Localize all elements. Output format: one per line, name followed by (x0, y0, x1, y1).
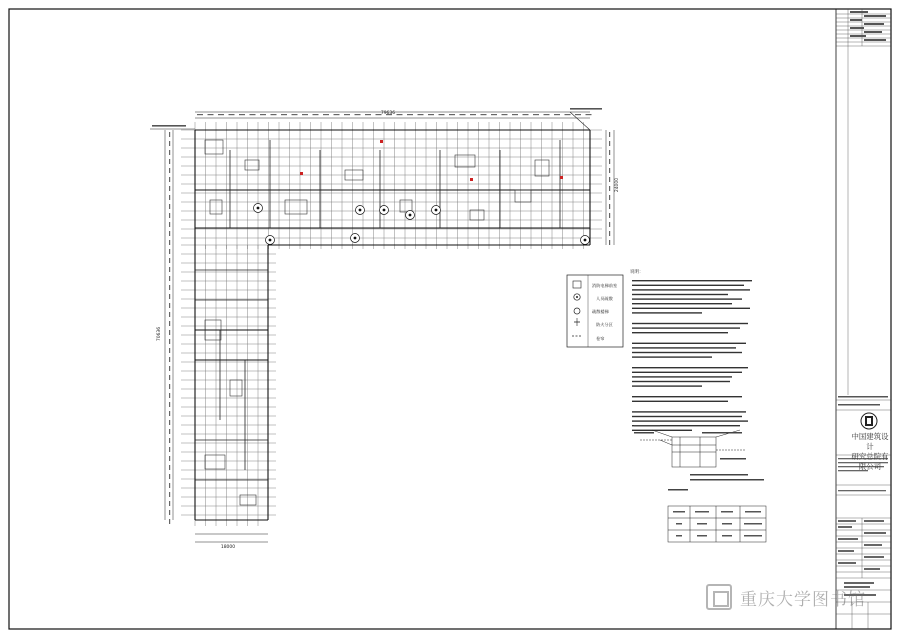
dimension-text-left (169, 321, 170, 326)
dimension-text-top (470, 114, 476, 115)
title-block-top-table (836, 9, 891, 395)
dimension-text-left (169, 492, 170, 497)
dimension-text-top (239, 114, 245, 115)
room-fixture (205, 140, 223, 154)
dimension-text-right (609, 159, 610, 164)
title-block-small-text (838, 11, 888, 406)
dimension-text-left (169, 384, 170, 389)
dimension-text-left (169, 231, 170, 236)
dimension-text-left (169, 267, 170, 272)
dimension-text-top (491, 114, 497, 115)
note-line (632, 372, 742, 373)
dimension-text-left (169, 429, 170, 434)
dimension-text-left (169, 339, 170, 344)
dimension-text-top (208, 114, 214, 115)
dimension-text-top (481, 114, 487, 115)
dimension-text-top (554, 114, 560, 115)
dimension-text-left (169, 285, 170, 290)
red-marker (560, 176, 563, 179)
dimension-text-top (397, 114, 403, 115)
legend-label-3: 疏散楼梯 (592, 309, 609, 314)
dimension-text-left (169, 276, 170, 281)
note-line (632, 401, 728, 402)
dimension-text-left (169, 510, 170, 515)
legend-label-2: 人员疏散 (596, 296, 613, 301)
column-dot (383, 209, 386, 212)
dimension-text-left (169, 420, 170, 425)
notes-heading: 说明： (630, 270, 644, 275)
dimension-text-top (460, 114, 466, 115)
dimension-text-right (609, 177, 610, 182)
dimension-text-right (609, 195, 610, 200)
column-dot (269, 239, 272, 242)
dimension-text-left (169, 474, 170, 479)
room-fixture (535, 160, 549, 176)
column-dot (354, 237, 357, 240)
note-line (632, 352, 742, 353)
red-marker (470, 178, 473, 181)
top-dimension-label: 79636 (380, 111, 396, 116)
dimension-text-left (169, 375, 170, 380)
design-notes (630, 268, 752, 431)
title-block-lower-table (836, 518, 891, 629)
dimension-text-top (313, 114, 319, 115)
detail-annotations (634, 425, 764, 491)
dimension-text-left (169, 204, 170, 209)
dimension-text-left (169, 141, 170, 146)
note-line (632, 289, 750, 290)
watermark-text: 重庆大学图书馆 (740, 589, 866, 610)
dimension-text-top (575, 114, 581, 115)
dimension-text-right (609, 186, 610, 191)
dimension-text-right (609, 150, 610, 155)
column-dot (584, 239, 587, 242)
dimension-text-left (169, 438, 170, 443)
note-line (632, 280, 752, 281)
dimension-text-right (609, 213, 610, 218)
dimension-text-left (169, 411, 170, 416)
detail-section-sketch (640, 430, 745, 467)
dimension-text-left (169, 348, 170, 353)
red-marker (380, 140, 383, 143)
note-line (632, 367, 748, 368)
note-line (632, 356, 712, 357)
note-line (632, 332, 728, 333)
dimension-text-left (169, 447, 170, 452)
note-line (632, 381, 730, 382)
note-line (632, 327, 740, 328)
room-fixture (205, 455, 225, 469)
dimension-text-left (169, 303, 170, 308)
dimension-text-top (355, 114, 361, 115)
dimension-text-left (169, 168, 170, 173)
legend-label-1: 消防电梯前室 (592, 283, 618, 288)
dimension-text-right (609, 240, 610, 245)
left-dimension-label: 70636 (157, 326, 162, 342)
note-line (632, 416, 742, 417)
legend-label-5: 卷帘 (596, 336, 605, 341)
dimension-text-left (169, 366, 170, 371)
dimension-text-left (169, 465, 170, 470)
library-logo-icon (706, 584, 732, 610)
dimension-text-right (609, 231, 610, 236)
column-dot (409, 214, 412, 217)
dimension-text-top (565, 114, 571, 115)
dimension-text-right (609, 132, 610, 137)
dimension-text-left (169, 177, 170, 182)
note-line (632, 347, 736, 348)
dimension-text-left (169, 519, 170, 524)
dimension-text-left (169, 249, 170, 254)
dimension-text-left (169, 159, 170, 164)
note-line (632, 298, 742, 299)
dimension-text-left (169, 258, 170, 263)
dimension-text-left (169, 240, 170, 245)
spec-table-text (673, 511, 762, 537)
dimension-text-left (169, 213, 170, 218)
company-name-line2: 研究总院有限公司 (851, 452, 889, 471)
note-line (632, 376, 732, 377)
dimension-text-left (169, 402, 170, 407)
room-fixture (245, 160, 259, 170)
dimension-text-top (544, 114, 550, 115)
dimension-text-left (169, 312, 170, 317)
dimension-text-left (169, 222, 170, 227)
bottom-dimension-label: 18000 (220, 545, 236, 550)
dimension-text-left (169, 150, 170, 155)
note-line (632, 420, 748, 421)
dimension-text-right (609, 168, 610, 173)
note-line (632, 343, 746, 344)
callout-text (152, 125, 186, 127)
dimension-text-top (365, 114, 371, 115)
note-line (632, 323, 748, 324)
note-line (632, 312, 702, 313)
dimension-text-right (609, 204, 610, 209)
legend-label-4: 防火分区 (596, 322, 613, 327)
room-fixture (470, 210, 484, 220)
dimension-text-top (218, 114, 224, 115)
dimension-text-top (428, 114, 434, 115)
dimension-text-top (281, 114, 287, 115)
watermark (706, 582, 892, 612)
dimension-text-top (271, 114, 277, 115)
dimension-text-top (292, 114, 298, 115)
dimension-text-top (533, 114, 539, 115)
column-dot (359, 209, 362, 212)
company-name (848, 432, 892, 472)
note-line (632, 430, 692, 431)
floor-plan (150, 108, 614, 542)
note-line (632, 411, 746, 412)
dimension-text-left (169, 483, 170, 488)
red-marker (300, 172, 303, 175)
room-fixture (230, 380, 242, 396)
dimension-text-left (169, 456, 170, 461)
right-dimension-label: 24000 (615, 177, 620, 193)
note-line (632, 308, 750, 309)
company-name-line1: 中国建筑设计 (851, 432, 889, 451)
dimension-text-top (229, 114, 235, 115)
dimension-text-left (169, 357, 170, 362)
dimension-text-left (169, 393, 170, 398)
dimension-text-left (169, 186, 170, 191)
dimension-text-right (609, 141, 610, 146)
dimension-text-left (169, 330, 170, 335)
dimension-text-top (197, 114, 203, 115)
dimension-text-top (586, 114, 592, 115)
note-line (632, 285, 744, 286)
dimension-text-top (439, 114, 445, 115)
callout-text (570, 108, 602, 110)
dimension-text-top (523, 114, 529, 115)
room-fixture (515, 190, 531, 202)
note-line (632, 303, 732, 304)
legend-box (567, 275, 623, 347)
note-line (632, 294, 728, 295)
company-logo-icon (861, 413, 877, 429)
dimension-text-top (502, 114, 508, 115)
column-dot (257, 207, 260, 210)
dimension-text-left (169, 132, 170, 137)
dimension-text-top (512, 114, 518, 115)
dimension-text-left (169, 294, 170, 299)
dimension-text-top (302, 114, 308, 115)
dimension-text-left (169, 195, 170, 200)
dimension-text-right (609, 222, 610, 227)
column-dot (435, 209, 438, 212)
dimension-text-top (418, 114, 424, 115)
dimension-text-top (344, 114, 350, 115)
dimension-text-top (260, 114, 266, 115)
dimension-text-top (334, 114, 340, 115)
dimension-text-top (250, 114, 256, 115)
note-line (632, 385, 702, 386)
note-line (632, 396, 742, 397)
room-fixture (240, 495, 256, 505)
dimension-text-top (449, 114, 455, 115)
dimension-text-left (169, 501, 170, 506)
dimension-text-top (407, 114, 413, 115)
dimension-text-top (323, 114, 329, 115)
